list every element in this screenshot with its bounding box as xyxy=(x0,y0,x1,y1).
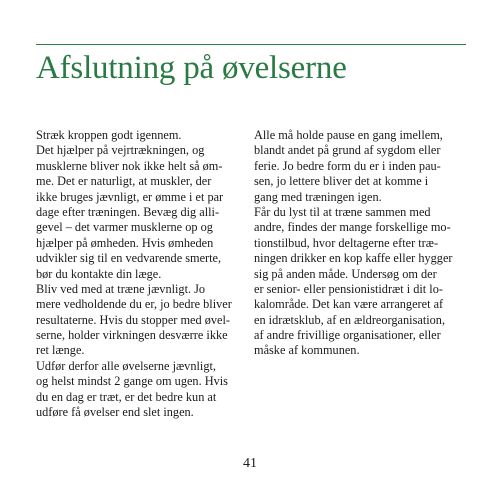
body-line: ferie. Jo bedre form du er i inden pau- xyxy=(254,158,441,173)
body-line: me. Det er naturligt, at muskler, der xyxy=(36,174,212,189)
page-number: 41 xyxy=(243,456,257,471)
right-column xyxy=(254,128,469,359)
body-line: ningen drikker en kop kaffe eller hygger xyxy=(254,251,453,266)
body-line: Det hjælper på vejrtrækningen, og xyxy=(36,143,205,158)
body-line: Bliv ved med at træne jævnligt. Jo xyxy=(36,281,206,296)
body-line: Udfør derfor alle øvelserne jævnligt, xyxy=(36,358,216,373)
body-line: musklerne bliver nok ikke helt så øm- xyxy=(36,158,223,173)
body-line: udvikler sig til en vedvarende smerte, xyxy=(36,251,222,266)
body-line: af andre frivillige organisationer, eller xyxy=(254,328,441,343)
body-line: Alle må holde pause en gang imellem, xyxy=(254,128,443,142)
body-line: serne, holder virkningen desværre ikke xyxy=(36,328,228,343)
body-line: udføre få øvelser end slet ingen. xyxy=(36,405,194,420)
body-line: bør du kontakte din læge. xyxy=(36,266,162,281)
body-line: mere vedholdende du er, jo bedre bliver xyxy=(36,297,232,312)
body-line: en idrætsklub, af en ældreorganisation, xyxy=(254,312,446,327)
body-line: sig på anden måde. Undersøg om der xyxy=(254,266,437,281)
body-line: hjælper på ømheden. Hvis ømheden xyxy=(36,235,214,250)
body-line: ikke bruges jævnligt, er ømme i et par xyxy=(36,189,224,204)
page-title: Afslutning på øvelserne xyxy=(36,50,347,86)
body-line: og helst mindst 2 gange om ugen. Hvis xyxy=(36,374,228,389)
body-line: du en dag er træt, er det bedre kun at xyxy=(36,389,217,404)
body-line: tionstilbud, hvor deltagerne efter træ- xyxy=(254,235,439,250)
body-line: blandt andet på grund af sygdom eller xyxy=(254,143,441,158)
body-line: kalområde. Det kan være arrangeret af xyxy=(254,297,444,312)
left-column xyxy=(36,128,251,420)
body-line: ret længe. xyxy=(36,343,85,358)
body-line: måske af kommunen. xyxy=(254,343,360,358)
body-line: Stræk kroppen godt igennem. xyxy=(36,128,182,142)
body-line: andre, findes der mange forskellige mo- xyxy=(254,220,451,235)
title-rule xyxy=(36,44,466,45)
body-line: gevel – det varmer musklerne op og xyxy=(36,220,213,235)
body-line: resultaterne. Hvis du stopper med øvel- xyxy=(36,312,230,327)
body-line: sen, jo lettere bliver det at komme i xyxy=(254,174,429,189)
body-line: gang med træningen igen. xyxy=(254,189,382,204)
body-line: dage efter træningen. Bevæg dig alli- xyxy=(36,204,220,219)
body-line: er senior- eller pensionistidræt i dit lo- xyxy=(254,281,443,296)
body-line: Får du lyst til at træne sammen med xyxy=(254,204,431,219)
